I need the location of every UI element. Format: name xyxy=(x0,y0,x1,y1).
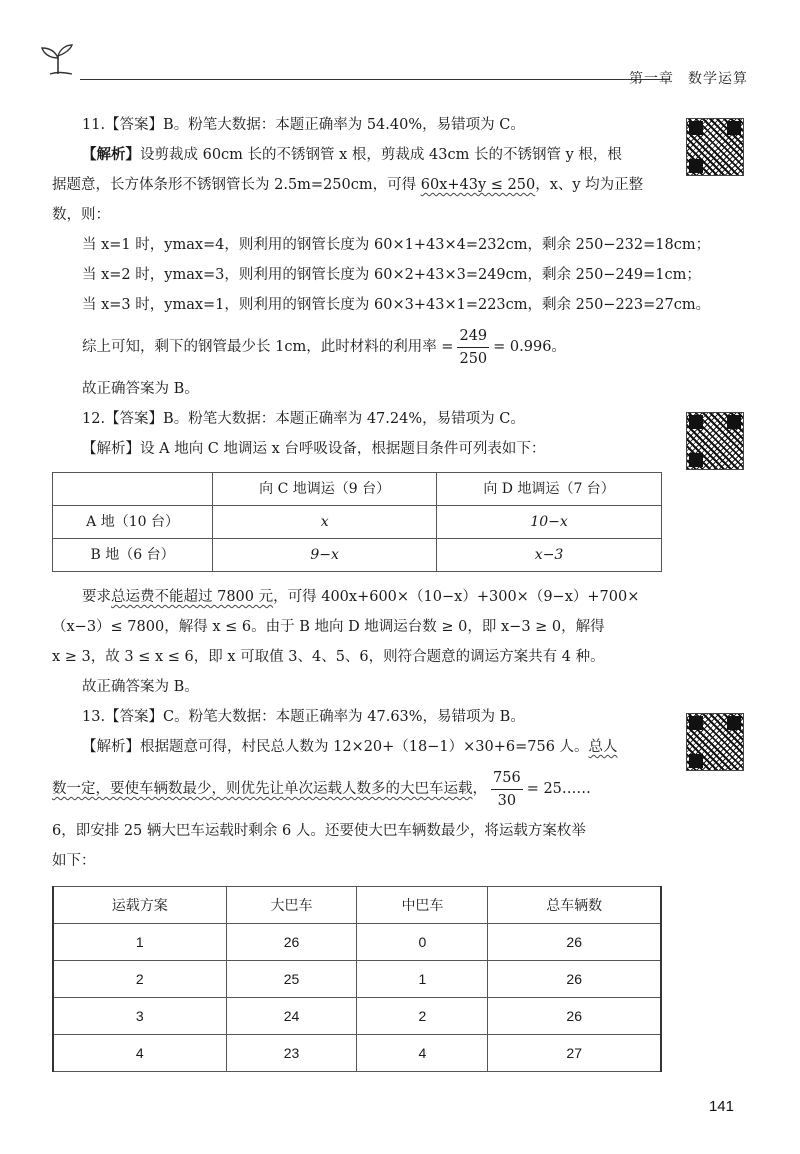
table-header-cell: 向 C 地调运（9 台） xyxy=(213,473,437,506)
table-header-cell: 大巴车 xyxy=(226,887,357,924)
q13-answer: 13.【答案】C。粉笔大数据：本题正确率为 47.63%，易错项为 B。 xyxy=(82,709,525,725)
q13-text: 【解析】根据题意可得，村民总人数为 12×20+（18−1）×30+6=756 人。 xyxy=(82,739,589,755)
table-cell: x−3 xyxy=(437,539,662,572)
table-row xyxy=(53,924,661,961)
table-row xyxy=(53,506,662,539)
fraction-denominator: 250 xyxy=(459,350,488,367)
q11-conclusion: 故正确答案为 B。 xyxy=(82,381,199,397)
q11-text: 据题意，长方体条形不锈钢管长为 2.5m=250cm，可得 xyxy=(52,177,421,193)
table-cell: x xyxy=(213,506,437,539)
q11-inequality: 60x+43y ≤ 250 xyxy=(420,177,536,193)
q13-text: ， xyxy=(472,781,487,797)
table-header-cell: 总车辆数 xyxy=(488,887,661,924)
chapter-heading xyxy=(629,68,748,88)
header-rule xyxy=(80,79,670,80)
table-cell: B 地（6 台） xyxy=(53,539,213,572)
q12-constraint: 总运费不能超过 7800 元 xyxy=(111,589,274,605)
table-cell: 26 xyxy=(488,924,661,961)
table-cell: 26 xyxy=(226,924,357,961)
q11-analysis-line-3: 数，则： xyxy=(52,207,110,223)
table-cell: 27 xyxy=(488,1035,661,1072)
chapter-number: 第一章 xyxy=(629,71,674,87)
table-header-row xyxy=(53,473,662,506)
q12-analysis: 【解析】设 A 地向 C 地调运 x 台呼吸设备，根据题目条件可列表如下： xyxy=(82,441,546,457)
table-row xyxy=(53,1035,661,1072)
sprout-logo-icon xyxy=(38,42,78,76)
q12-table xyxy=(52,472,662,572)
q11-text: ，x、y 均为正整 xyxy=(535,177,644,193)
table-cell: 23 xyxy=(226,1035,357,1072)
fraction-denominator: 30 xyxy=(497,792,517,809)
q12-answer: 12.【答案】B。粉笔大数据：本题正确率为 47.24%，易错项为 C。 xyxy=(82,411,525,427)
table-cell: 4 xyxy=(53,1035,226,1072)
q11-analysis-line-1 xyxy=(52,140,662,170)
q11-analysis-text: 设剪裁成 60cm 长的不锈钢管 x 根，剪裁成 43cm 长的不锈钢管 y 根，根 xyxy=(140,147,622,163)
q11-summary-result: = 0.996。 xyxy=(493,339,566,355)
fraction-numerator: 249 xyxy=(457,325,489,348)
q11-summary-text: 综上可知，剩下的钢管最少长 1cm，此时材料的利用率 = xyxy=(82,339,454,355)
q11-summary xyxy=(52,320,662,374)
q12-paragraph-line-2: （x−3）≤ 7800，解得 x ≤ 6。由于 B 地向 D 地调运台数 ≥ 0，即 x−3 ≥ 0，解得 xyxy=(52,619,605,635)
q12-text: 要求 xyxy=(82,589,111,605)
qr-code-icon[interactable] xyxy=(686,118,744,176)
q11-case-2: 当 x=2 时，ymax=3，则利用的钢管长度为 60×2+43×3=249cm，剩余 250−249=1cm； xyxy=(82,267,701,283)
table-cell: 1 xyxy=(53,924,226,961)
table-cell: 4 xyxy=(357,1035,488,1072)
table-cell: 3 xyxy=(53,998,226,1035)
table-header-cell: 运载方案 xyxy=(53,887,226,924)
table-cell: 9−x xyxy=(213,539,437,572)
q11-case-3: 当 x=3 时，ymax=1，则利用的钢管长度为 60×3+43×1=223cm，剩余 250−223=27cm。 xyxy=(82,297,711,313)
table-cell: 2 xyxy=(357,998,488,1035)
q12-conclusion: 故正确答案为 B。 xyxy=(82,679,199,695)
table-cell: 1 xyxy=(357,961,488,998)
table-cell: 26 xyxy=(488,961,661,998)
table-cell: 24 xyxy=(226,998,357,1035)
table-cell: 26 xyxy=(488,998,661,1035)
table-cell: 2 xyxy=(53,961,226,998)
table-row xyxy=(53,998,661,1035)
table-row xyxy=(53,539,662,572)
q13-analysis-line-1 xyxy=(52,732,662,762)
q13-analysis-line-4: 如下： xyxy=(52,853,96,869)
analysis-label: 【解析】 xyxy=(82,146,140,163)
page-number: 141 xyxy=(708,1098,734,1115)
q13-text: = 25…… xyxy=(526,781,591,797)
table-header-cell xyxy=(53,473,213,506)
fraction-numerator: 756 xyxy=(491,767,523,790)
table-cell: A 地（10 台） xyxy=(53,506,213,539)
table-header-cell: 中巴车 xyxy=(357,887,488,924)
table-cell: 10−x xyxy=(437,506,662,539)
q13-emphasis: 总人 xyxy=(588,739,618,755)
q13-analysis-line-2 xyxy=(52,762,662,816)
fraction xyxy=(457,325,489,370)
q11-analysis-line-2 xyxy=(52,170,662,200)
qr-code-icon[interactable] xyxy=(686,713,744,771)
table-cell: 25 xyxy=(226,961,357,998)
table-header-cell: 向 D 地调运（7 台） xyxy=(437,473,662,506)
fraction xyxy=(491,767,523,812)
q12-text: ，可得 400x+600×（10−x）+300×（9−x）+700× xyxy=(273,589,640,605)
q13-emphasis: 数一定，要使车辆数最少，则优先让单次运载人数多的大巴车运载 xyxy=(52,781,473,797)
q12-paragraph-line-3: x ≥ 3，故 3 ≤ x ≤ 6，即 x 可取值 3、4、5、6，则符合题意的调运方案共有 4 种。 xyxy=(52,649,605,665)
table-row xyxy=(53,961,661,998)
q11-answer: 11.【答案】B。粉笔大数据：本题正确率为 54.40%，易错项为 C。 xyxy=(82,117,525,133)
chapter-title: 数学运算 xyxy=(688,71,748,87)
q13-table xyxy=(52,886,662,1072)
q11-case-1: 当 x=1 时，ymax=4，则利用的钢管长度为 60×1+43×4=232cm，剩余 250−232=18cm； xyxy=(82,237,711,253)
q12-paragraph-line-1 xyxy=(52,582,662,612)
table-header-row xyxy=(53,887,661,924)
q13-analysis-line-3: 6，即安排 25 辆大巴车运载时剩余 6 人。还要使大巴车辆数最少，将运载方案枚举 xyxy=(52,823,586,839)
qr-code-icon[interactable] xyxy=(686,412,744,470)
table-cell: 0 xyxy=(357,924,488,961)
page-content xyxy=(52,110,711,1072)
